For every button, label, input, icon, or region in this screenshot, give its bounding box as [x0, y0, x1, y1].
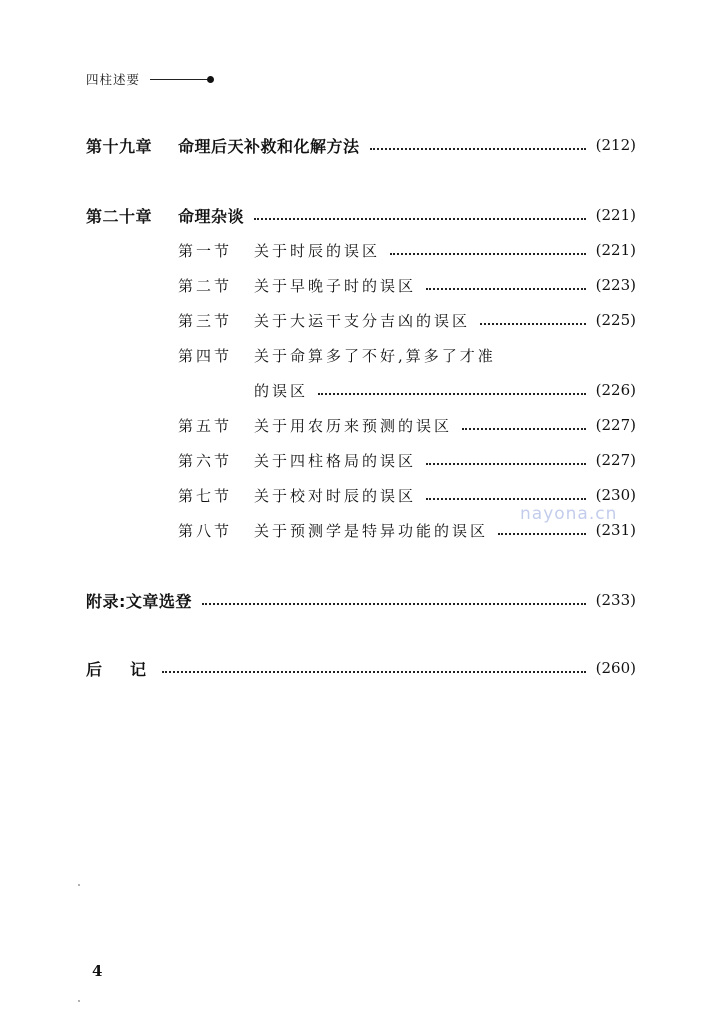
dot-leader: [426, 288, 586, 290]
postscript-title: 后 记: [86, 659, 153, 679]
section-number: 第二节: [178, 276, 233, 295]
dot-leader: [318, 393, 586, 395]
dot-leader: [162, 671, 586, 673]
page-ref: (227): [595, 416, 636, 434]
appendix-title: 附录:文章选登: [86, 591, 192, 611]
chapter-title: 命理后天补救和化解方法: [178, 136, 360, 156]
header-rule: [150, 79, 208, 80]
toc-postscript[interactable]: [86, 656, 636, 680]
section-number: 第六节: [178, 451, 233, 470]
toc-section-1[interactable]: [178, 238, 636, 262]
toc-section-6[interactable]: [178, 448, 636, 472]
section-title: 关于预测学是特异功能的误区: [254, 521, 489, 540]
page-ref: (227): [595, 451, 636, 469]
page-ref: (231): [595, 521, 636, 539]
dot-leader: [254, 218, 586, 220]
section-number: 第八节: [178, 521, 233, 540]
page-ref: (226): [595, 381, 636, 399]
toc-section-4-first-line[interactable]: [178, 343, 496, 367]
dot-leader: [370, 148, 586, 150]
toc-chapter-20[interactable]: [86, 203, 636, 227]
section-number: 第四节: [178, 346, 233, 365]
toc-section-5[interactable]: [178, 413, 636, 437]
section-number: 第三节: [178, 311, 233, 330]
section-title: 关于大运干支分吉凶的误区: [254, 311, 471, 330]
page-ref: (223): [595, 276, 636, 294]
dot-leader: [202, 603, 586, 605]
dot-leader: [462, 428, 586, 430]
section-title: 关于命算多了不好,算多了才准: [254, 346, 496, 365]
page-ref: (233): [595, 591, 636, 609]
dot-leader: [498, 533, 586, 535]
toc-appendix[interactable]: [86, 588, 636, 612]
page-ref: (230): [595, 486, 636, 504]
header-dot-icon: [207, 76, 214, 83]
running-header: [86, 71, 214, 87]
section-title: 关于时辰的误区: [254, 241, 381, 260]
toc-section-4[interactable]: [254, 378, 636, 402]
dot-leader: [426, 498, 586, 500]
book-title: 四柱述要: [86, 72, 141, 87]
page-ref: (225): [595, 311, 636, 329]
chapter-title: 命理杂谈: [178, 206, 245, 226]
section-title-continued: 的误区: [254, 381, 309, 400]
toc-section-2[interactable]: [178, 273, 636, 297]
section-number: 第七节: [178, 486, 233, 505]
section-number: 第五节: [178, 416, 233, 435]
section-title: 关于早晚子时的误区: [254, 276, 417, 295]
section-number: 第一节: [178, 241, 233, 260]
section-title: 关于校对时辰的误区: [254, 486, 417, 505]
page-ref: (260): [595, 659, 636, 677]
page-ref: (221): [595, 206, 636, 224]
dot-leader: [426, 463, 586, 465]
toc-section-3[interactable]: [178, 308, 636, 332]
scan-speck: [78, 884, 80, 886]
page-ref: (212): [595, 136, 636, 154]
dot-leader: [480, 323, 586, 325]
scan-speck: [78, 1000, 80, 1002]
page-number: 4: [92, 962, 103, 980]
chapter-number: 第十九章: [86, 136, 153, 156]
section-title: 关于四柱格局的误区: [254, 451, 417, 470]
section-title: 关于用农历来预测的误区: [254, 416, 453, 435]
toc-chapter-19[interactable]: [86, 133, 636, 157]
page-ref: (221): [595, 241, 636, 259]
dot-leader: [390, 253, 586, 255]
watermark: nayona.cn: [520, 504, 618, 524]
chapter-number: 第二十章: [86, 206, 153, 226]
